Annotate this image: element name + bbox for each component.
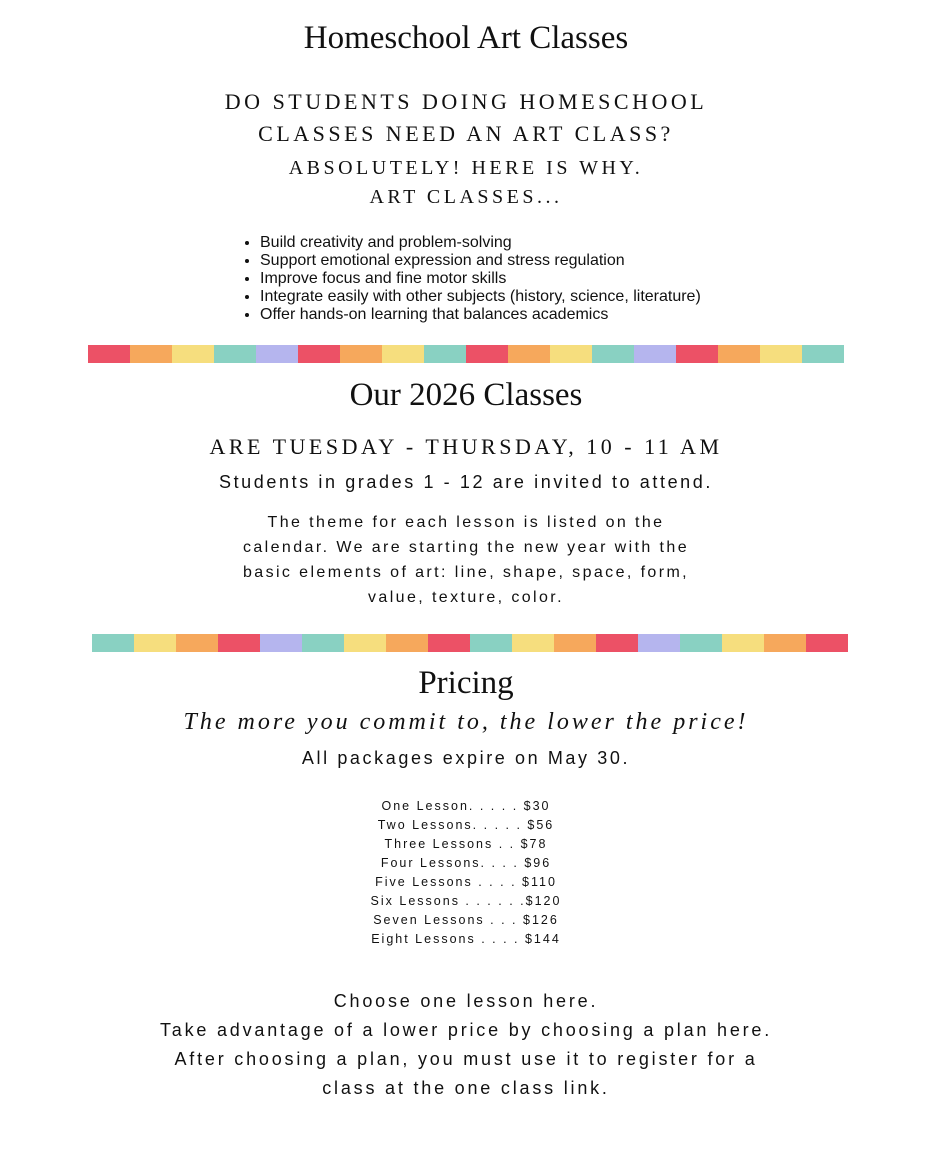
page-title: Homeschool Art Classes	[303, 20, 629, 56]
theme-line: calendar. We are starting the new year with the	[242, 539, 690, 556]
stripe-block-yellow	[382, 345, 424, 363]
price-item: Six Lessons . . . . . .$120	[370, 894, 562, 908]
stripe-block-red	[88, 345, 130, 363]
stripe-block-yellow	[550, 345, 592, 363]
stripe-block-yellow	[722, 634, 764, 652]
pricing-heading: Pricing	[418, 665, 514, 701]
price-item: Eight Lessons . . . . $144	[371, 932, 561, 946]
price-item: One Lesson. . . . . $30	[381, 799, 551, 813]
stripe-block-red	[428, 634, 470, 652]
stripe-block-red	[218, 634, 260, 652]
theme-line: value, texture, color.	[368, 589, 564, 606]
stripe-block-orange	[508, 345, 550, 363]
choose-lesson-link[interactable]: Choose one lesson here.	[333, 991, 599, 1011]
stripe-block-orange	[176, 634, 218, 652]
stripe-block-orange	[718, 345, 760, 363]
stripe-block-orange	[386, 634, 428, 652]
stripe-block-teal	[592, 345, 634, 363]
stripe-block-teal	[214, 345, 256, 363]
stripe-block-teal	[302, 634, 344, 652]
stripe-block-teal	[470, 634, 512, 652]
list-item: • Integrate easily with other subjects (history, science, literature)	[260, 288, 701, 306]
answer-line: ABSOLUTELY! HERE IS WHY.	[288, 157, 644, 179]
list-item: • Support emotional expression and stress regulation	[260, 252, 701, 270]
price-item: Two Lessons. . . . . $56	[377, 818, 555, 832]
theme-line: basic elements of art: line, shape, space, form,	[242, 564, 690, 581]
stripe-block-red	[806, 634, 848, 652]
stripe-block-lavender	[638, 634, 680, 652]
theme-line: The theme for each lesson is listed on the	[267, 514, 665, 531]
list-item: • Offer hands-on learning that balances academics	[260, 306, 701, 324]
pricing-tagline: The more you commit to, the lower the price!	[183, 709, 749, 735]
classes-heading: Our 2026 Classes	[349, 377, 583, 413]
question-line: CLASSES NEED AN ART CLASS?	[258, 121, 674, 146]
answer-line: ART CLASSES...	[369, 186, 563, 208]
stripe-block-orange	[130, 345, 172, 363]
price-list	[0, 797, 932, 949]
stripe-block-yellow	[344, 634, 386, 652]
list-item: • Build creativity and problem-solving	[260, 234, 701, 252]
question-line: DO STUDENTS DOING HOMESCHOOL	[224, 89, 708, 114]
price-item: Three Lessons . . $78	[384, 837, 548, 851]
grades: Students in grades 1 - 12 are invited to attend.	[218, 472, 714, 492]
stripe-block-yellow	[760, 345, 802, 363]
stripe-block-yellow	[172, 345, 214, 363]
color-stripe-divider	[92, 634, 848, 652]
answer	[0, 154, 932, 212]
benefits-list	[242, 234, 701, 324]
stripe-block-yellow	[512, 634, 554, 652]
stripe-block-lavender	[256, 345, 298, 363]
theme-text	[0, 510, 932, 610]
question	[0, 86, 932, 150]
stripe-block-teal	[680, 634, 722, 652]
stripe-block-teal	[92, 634, 134, 652]
stripe-block-orange	[764, 634, 806, 652]
color-stripe-divider	[88, 345, 844, 363]
stripe-block-red	[676, 345, 718, 363]
list-item: • Improve focus and fine motor skills	[260, 270, 701, 288]
stripe-block-lavender	[634, 345, 676, 363]
choose-plan-link[interactable]: Take advantage of a lower price by choosing a plan here.	[159, 1020, 773, 1040]
stripe-block-lavender	[260, 634, 302, 652]
stripe-block-yellow	[134, 634, 176, 652]
stripe-block-red	[298, 345, 340, 363]
price-item: Seven Lessons . . . $126	[373, 913, 559, 927]
price-item: Four Lessons. . . . $96	[380, 856, 552, 870]
stripe-block-orange	[340, 345, 382, 363]
stripe-block-red	[466, 345, 508, 363]
stripe-block-red	[596, 634, 638, 652]
stripe-block-orange	[554, 634, 596, 652]
instruction-line: class at the one class link.	[322, 1078, 610, 1098]
registration-instructions	[0, 987, 932, 1103]
price-item: Five Lessons . . . . $110	[375, 875, 557, 889]
schedule: ARE TUESDAY - THURSDAY, 10 - 11 AM	[209, 434, 723, 459]
expiry-note: All packages expire on May 30.	[301, 748, 631, 768]
stripe-block-teal	[424, 345, 466, 363]
stripe-block-teal	[802, 345, 844, 363]
instruction-line: After choosing a plan, you must use it to register for a	[174, 1049, 758, 1069]
